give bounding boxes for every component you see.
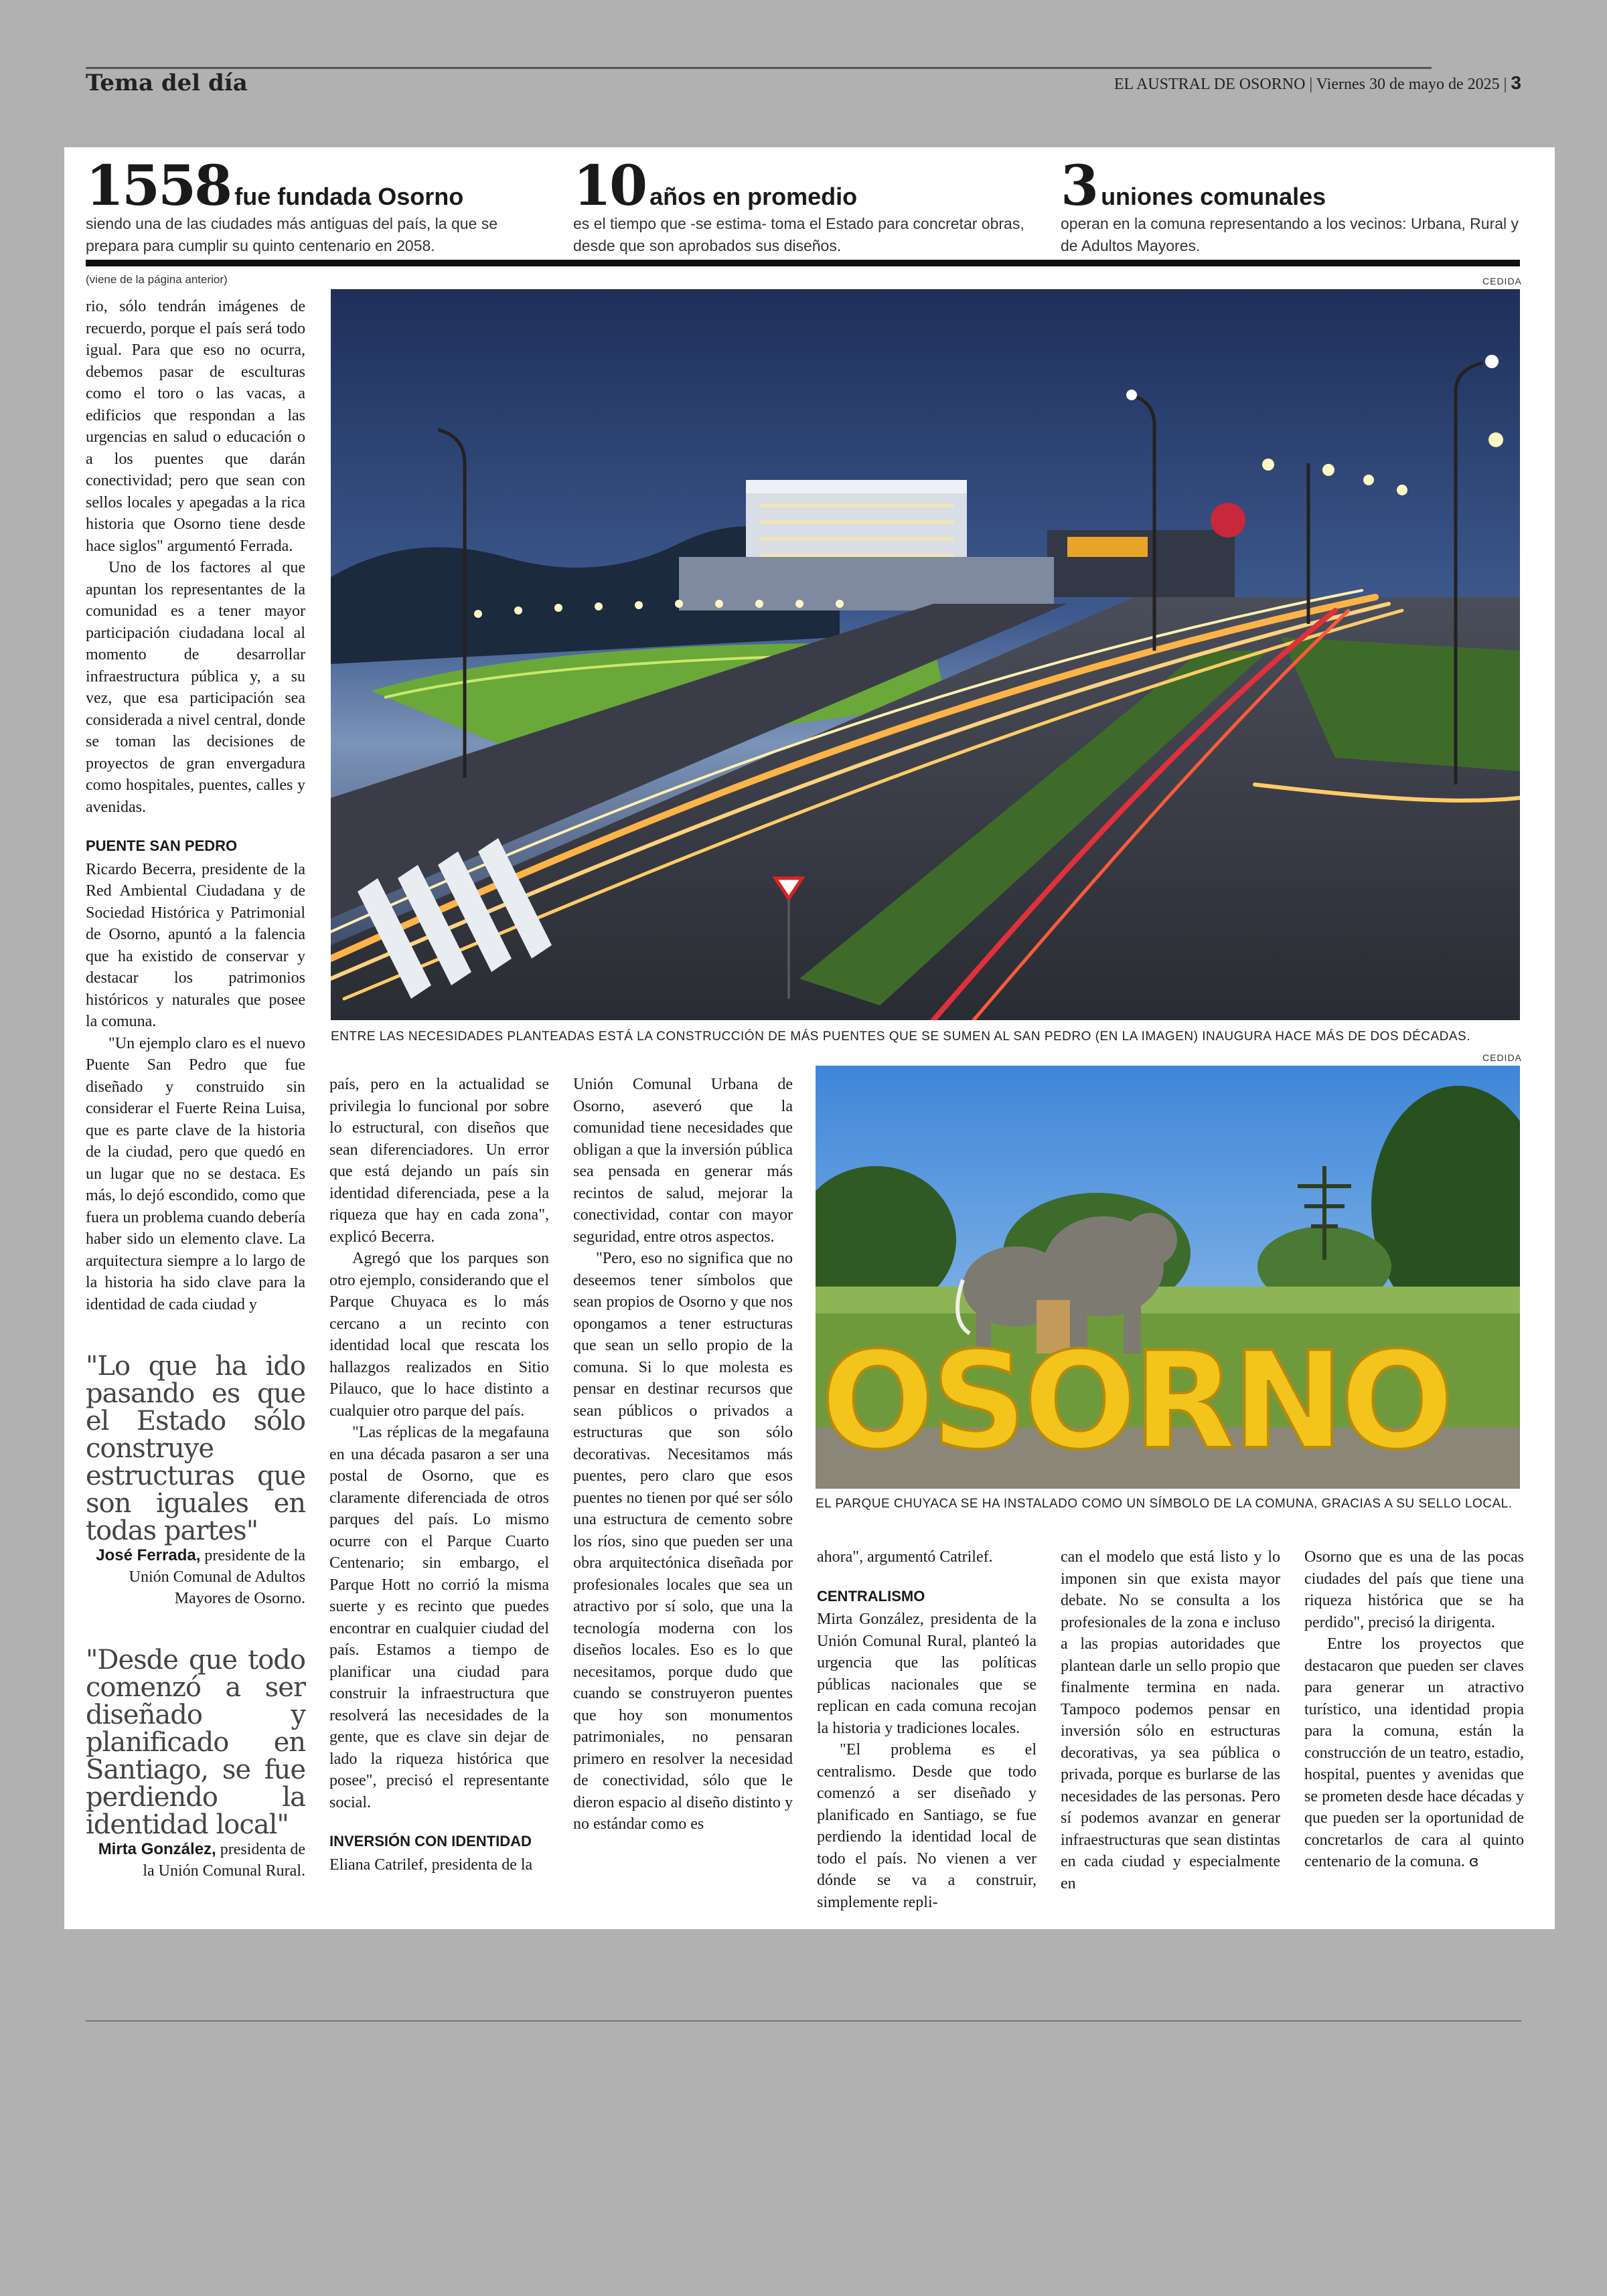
paragraph: rio, sólo tendrán imágenes de recuerdo, porque el país será todo igual. Para que eso no ocurra, debemos pasar de esculturas como el toro o las vacas, a edificios que respondan a las urgencias en salud o educación o a los puentes que darán conectividad; pero que sean con sellos locales y apegadas a la rica historia que Osorno tiene desde hace siglos" argumentó Ferrada.	[86, 298, 305, 555]
paragraph: "Pero, eso no significa que no deseemos tener símbolos que sean propios de Osorno y que nos opongamos a tener estructuras que sean un sello propio de la comuna. Si lo que molesta es pensar en destinar recursos que sean públicos o privados a estructuras que son sólo decorativas. Necesitamos más puentes, pero claro que esos puentes no tienen por qué ser sólo una estructura de cemento sobre los ríos, sino que pueden ser una obra arquitectónica diseñada por profesionales locales que sea un atractivo por sí solo, que una la tecnología moderna con los diseños locales. Eso es lo que necesitamos, porque dudo que cuando se construyeron puentes que hoy son monumentos patrimoniales, no pensaran primero en resolver la necesidad de conectividad, sólo que le dieron espacio al diseño distinto y no estándar como es	[573, 1250, 793, 1833]
publication-date: Viernes 30 de mayo de 2025	[1316, 76, 1500, 93]
paragraph: país, pero en la actualidad se privilegia lo funcional por sobre lo estructural, con diseños que sean diferenciadores. Un error que está dejando un país sin identidad diferenciada, pese a la riqueza que hay en cada zona", explicó Becerra.	[329, 1076, 549, 1246]
paragraph: Mirta González, presidenta de la Unión Comunal Rural, planteó la urgencia que las políticas públicas nacionales que se replican en cada comuna recojan la historia y tradiciones locales.	[817, 1611, 1037, 1737]
photo-caption: ENTRE LAS NECESIDADES PLANTEADAS ESTÁ LA CONSTRUCCIÓN DE MÁS PUENTES QUE SE SUMEN AL SAN PEDRO (EN LA IMAGEN) INAUGURA HACE MÁS DE DOS DÉCADAS.	[331, 1030, 1470, 1044]
fact-label: fue fundada Osorno	[234, 183, 464, 210]
article-column-4	[817, 1546, 1037, 1913]
page-number: 3	[1511, 72, 1521, 93]
publication-info: EL AUSTRAL DE OSORNO | Viernes 30 de mayo de 2025 | 3	[1114, 72, 1521, 93]
attribution-role: presidente de la Unión Comunal de Adultos Mayores de Osorno.	[129, 1547, 305, 1607]
attribution-name: Mirta González,	[98, 1840, 216, 1858]
quote-attribution	[86, 1545, 305, 1609]
subheading: CENTRALISMO	[817, 1587, 925, 1605]
paragraph-text: Entre los proyectos que destacaron que pueden ser claves para generar un atractivo turístico, una identidad propia para la comuna, están la construcción de un teatro, estadio, hospital, puentes y avenidas que se prometen desde hace décadas y que pueden ser la oportunidad de concretarlos de cara al quinto centenario de la comuna.	[1304, 1635, 1524, 1870]
fact-desc: operan en la comuna representando a los vecinos: Urbana, Rural y de Adultos Mayores.	[1061, 215, 1519, 254]
header-rule	[86, 67, 1432, 69]
fact-desc: siendo una de las ciudades más antiguas del país, la que se prepara para cumplir su quinto centenario en 2058.	[86, 215, 498, 254]
fact-number: 3	[1061, 154, 1097, 218]
paragraph: "El problema es el centralismo. Desde que todo comenzó a ser diseñado y planificado en Santiago, se fue perdiendo la identidad local de todo el país. No vienen a ver dónde se va a construir, simplemente repli-	[817, 1741, 1037, 1911]
article-page	[64, 147, 1555, 1929]
paragraph	[1304, 1633, 1524, 1874]
facts-rule	[86, 260, 1520, 266]
footer-rule	[86, 2020, 1521, 2022]
pull-quote: "Lo que ha ido pasando es que el Estado sólo construye estructuras que son iguales en todas partes"	[86, 1351, 305, 1546]
fact-number: 10	[573, 154, 646, 218]
paragraph: can el modelo que está listo y lo imponen sin que exista mayor debate. No se consulta a los profesionales de la zona e incluso a las propias autoridades que plantean darle un sello propio que finalmente termina en nada. Tampoco podemos pensar en inversión sólo en estructuras decorativas, ya sea pública o privada, porque es burlarse de las necesidades de las personas. Pero sí podemos avanzar en generar infraestructuras que sean distintas en cada ciudad y especialmente en	[1061, 1548, 1280, 1892]
pull-quote: "Desde que todo comenzó a ser diseñado y planificado en Santiago, se fue perdiendo la identidad local"	[86, 1645, 305, 1840]
photo-bridge-night	[331, 289, 1520, 1020]
article-column-1	[86, 296, 305, 1882]
section-title: Tema del día	[86, 70, 248, 96]
fact-box	[1061, 155, 1529, 257]
photo-credit: CEDIDA	[1482, 1052, 1522, 1063]
paragraph: Ricardo Becerra, presidente de la Red Ambiental Ciudadana y de Sociedad Histórica y Patrimonial de Osorno, apuntó a la falencia que ha existido de conservar y destacar los patrimonios históricos y naturales que posee la comuna.	[86, 860, 305, 1030]
article-column-6	[1304, 1546, 1524, 1874]
photo-osorno-sign	[816, 1066, 1520, 1489]
continued-note: (viene de la página anterior)	[86, 273, 228, 286]
osorno-sign-text: OSORNO	[821, 1323, 1450, 1479]
article-column-2	[329, 1074, 549, 1876]
paragraph: Agregó que los parques son otro ejemplo, considerando que el Parque Chuyaca es lo más cercano a un recinto con identidad local que rescata los hallazgos realizados en Sitio Pilauco, que lo hace distinto a cualquier otro parque del país.	[329, 1250, 549, 1420]
attribution-name: José Ferrada,	[96, 1546, 201, 1564]
article-column-5	[1061, 1546, 1280, 1894]
paragraph: "Un ejemplo claro es el nuevo Puente San Pedro que fue diseñado y construido sin considerar el Fuerte Reina Luisa, que es parte clave de la historia de la ciudad, pero que quedó en un lugar que no se destaca. Es más, lo dejó escondido, como que fuera un problema cuando debería haber sido un elemento clave. La arquitectura siempre a lo largo de la historia ha sido clave para la identidad de cada ciudad y	[86, 1034, 305, 1313]
subheading: PUENTE SAN PEDRO	[86, 837, 238, 854]
fact-number: 1558	[86, 154, 231, 218]
paragraph: ahora", argumentó Catrilef.	[817, 1548, 993, 1566]
paragraph: Osorno que es una de las pocas ciudades del país que tiene una riqueza histórica que se ha perdido", precisó la dirigenta.	[1304, 1548, 1524, 1631]
quote-attribution	[86, 1839, 305, 1882]
paragraph: Uno de los factores al que apuntan los representantes de la comunidad es a tener mayor participación ciudadana local al momento de desarrollar infraestructura pública y, a su vez, que esa participación sea considerada a nivel central, donde se toman las decisiones de proyectos de gran envergadura como hospitales, puentes, calles y avenidas.	[86, 559, 305, 816]
paragraph: Eliana Catrilef, presidenta de la	[329, 1856, 533, 1874]
end-mark-icon: ɞ	[1468, 1854, 1479, 1870]
photo-credit: CEDIDA	[1482, 276, 1522, 286]
fact-box	[86, 155, 554, 257]
article-column-3	[573, 1074, 793, 1835]
photo-caption: EL PARQUE CHUYACA SE HA INSTALADO COMO UN SÍMBOLO DE LA COMUNA, GRACIAS A SU SELLO LOCAL.	[816, 1497, 1513, 1511]
publication-name: EL AUSTRAL DE OSORNO	[1114, 76, 1306, 93]
fact-label: uniones comunales	[1101, 183, 1326, 210]
fact-desc: es el tiempo que -se estima- toma el Estado para concretar obras, desde que son aprobados sus diseños.	[573, 215, 1024, 254]
paragraph: "Las réplicas de la megafauna en una década pasaron a ser una postal de Osorno, que es claramente diferenciada de otros parques del país. Lo mismo ocurre con el Parque Cuarto Centenario; sin embargo, el Parque Hott no corrió la misma suerte y es recinto que puedes encontrar en cualquier ciudad del país. Estamos a tiempo de planificar una ciudad para construir la infraestructura que resolverá las necesidades de la gente, que es clave sin dejar de lado la riqueza histórica que posee", precisó el representante social.	[329, 1424, 549, 1811]
fact-label: años en promedio	[649, 183, 858, 210]
fact-box	[573, 155, 1042, 257]
attribution-role: presidenta de la Unión Comunal Rural.	[143, 1841, 305, 1880]
subheading: INVERSIÓN CON IDENTIDAD	[329, 1833, 532, 1850]
paragraph: Unión Comunal Urbana de Osorno, aseveró que la comunidad tiene necesidades que obligan a que la inversión pública sea pensada en generar más recintos de salud, mejorar la conectividad, contar con mayor seguridad, entre otros aspectos.	[573, 1076, 793, 1246]
